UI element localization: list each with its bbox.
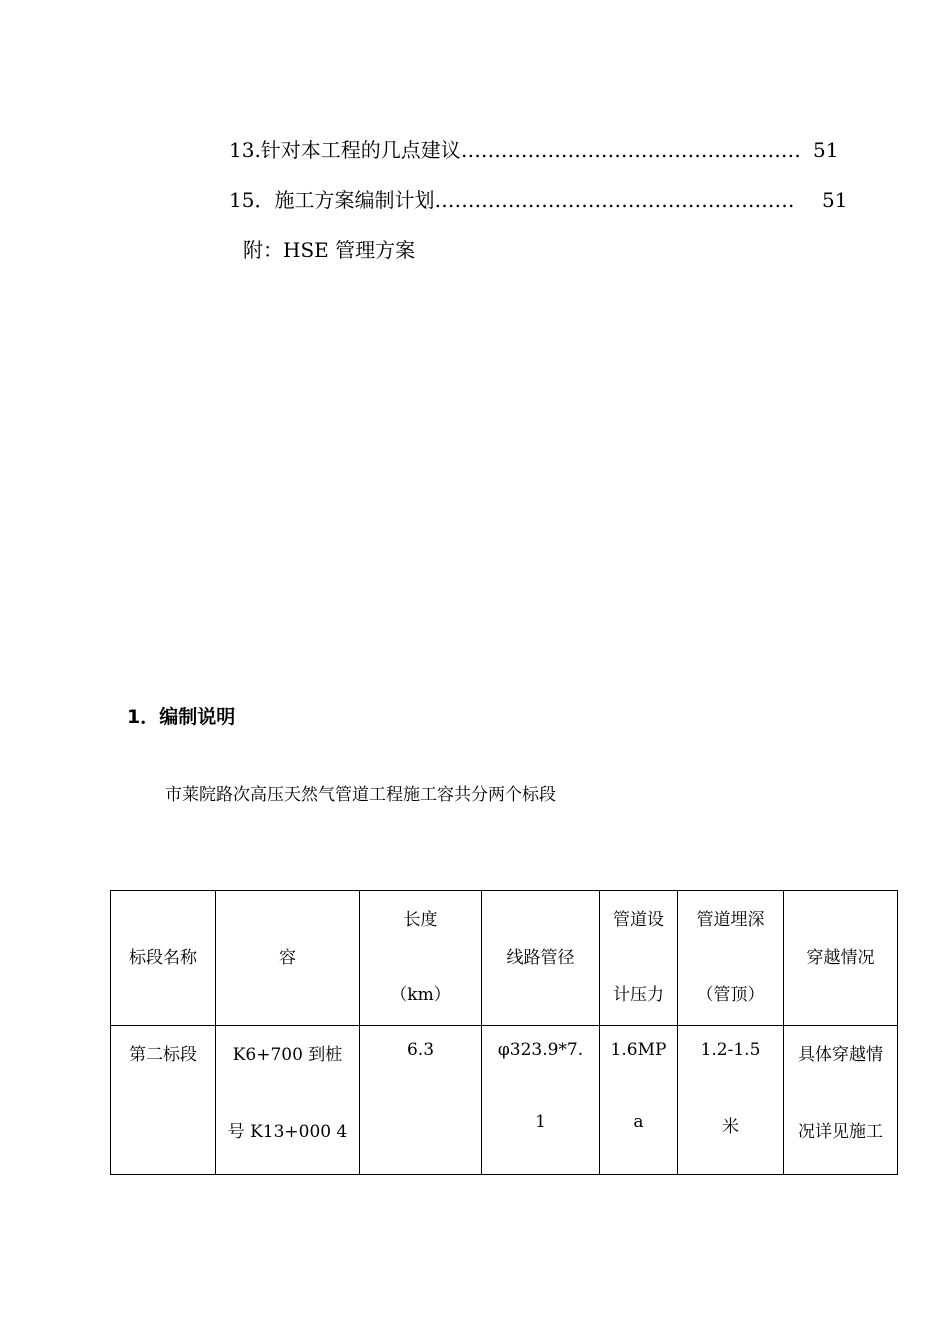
section-heading: 1．编制说明 — [127, 706, 236, 728]
cell-text: 1.2-1.5 — [700, 1040, 761, 1060]
table-cell — [784, 1026, 898, 1175]
table-header-row — [111, 891, 898, 1026]
header-cell-depth — [678, 891, 784, 1026]
toc-item-15-page: 51 — [822, 188, 848, 212]
header-text: 计压力 — [613, 985, 664, 1005]
header-cell-crossing — [784, 891, 898, 1026]
cell-text: 1.6MP — [610, 1040, 667, 1060]
table-row — [111, 1026, 898, 1175]
header-text: 管道设 — [613, 910, 664, 930]
cell-text: 1 — [535, 1112, 546, 1132]
table-cell — [360, 1026, 482, 1175]
cell-text: 米 — [722, 1117, 739, 1137]
toc-item-13-page: 51 — [813, 138, 839, 162]
sections-table — [110, 890, 898, 1175]
section-intro: 市莱院路次高压天然气管道工程施工容共分两个标段 — [165, 785, 556, 805]
header-text: 管道埋深 — [696, 910, 765, 930]
cell-text: 第二标段 — [129, 1045, 197, 1065]
table-cell — [482, 1026, 600, 1175]
table-cell — [678, 1026, 784, 1175]
header-text: （km） — [390, 985, 451, 1005]
table-cell — [111, 1026, 216, 1175]
toc-leader-dots: …………………………………………… — [460, 138, 801, 162]
cell-text: 况详见施工 — [798, 1122, 883, 1142]
toc-item-13[interactable] — [229, 137, 801, 163]
cell-text: a — [633, 1112, 644, 1132]
header-text: （管顶） — [696, 985, 765, 1005]
cell-text: K6+700 到桩 — [232, 1045, 343, 1065]
toc-item-label: 附：HSE 管理方案 — [243, 238, 416, 262]
header-text: 长度 — [403, 910, 438, 930]
toc-item-label: 13.针对本工程的几点建议 — [229, 138, 461, 162]
header-cell-content — [216, 891, 360, 1026]
table-cell — [600, 1026, 678, 1175]
toc-item-15[interactable] — [229, 187, 794, 213]
cell-text: 6.3 — [406, 1040, 435, 1060]
cell-text: 号 K13+000 4 — [227, 1122, 348, 1142]
table-cell — [216, 1026, 360, 1175]
header-cell-diameter — [482, 891, 600, 1026]
toc-item-appendix[interactable] — [243, 237, 415, 263]
header-text: 容 — [279, 948, 296, 968]
toc-item-label: 15．施工方案编制计划 — [229, 188, 435, 212]
cell-text: 具体穿越情 — [798, 1045, 883, 1065]
header-text: 线路管径 — [506, 948, 575, 968]
cell-text: φ323.9*7. — [497, 1040, 584, 1060]
toc-leader-dots: ……………………………………………… — [434, 188, 795, 212]
header-text: 穿越情况 — [806, 948, 875, 968]
header-cell-length — [360, 891, 482, 1026]
header-cell-section-name — [111, 891, 216, 1026]
header-cell-pressure — [600, 891, 678, 1026]
header-text: 标段名称 — [129, 948, 197, 968]
